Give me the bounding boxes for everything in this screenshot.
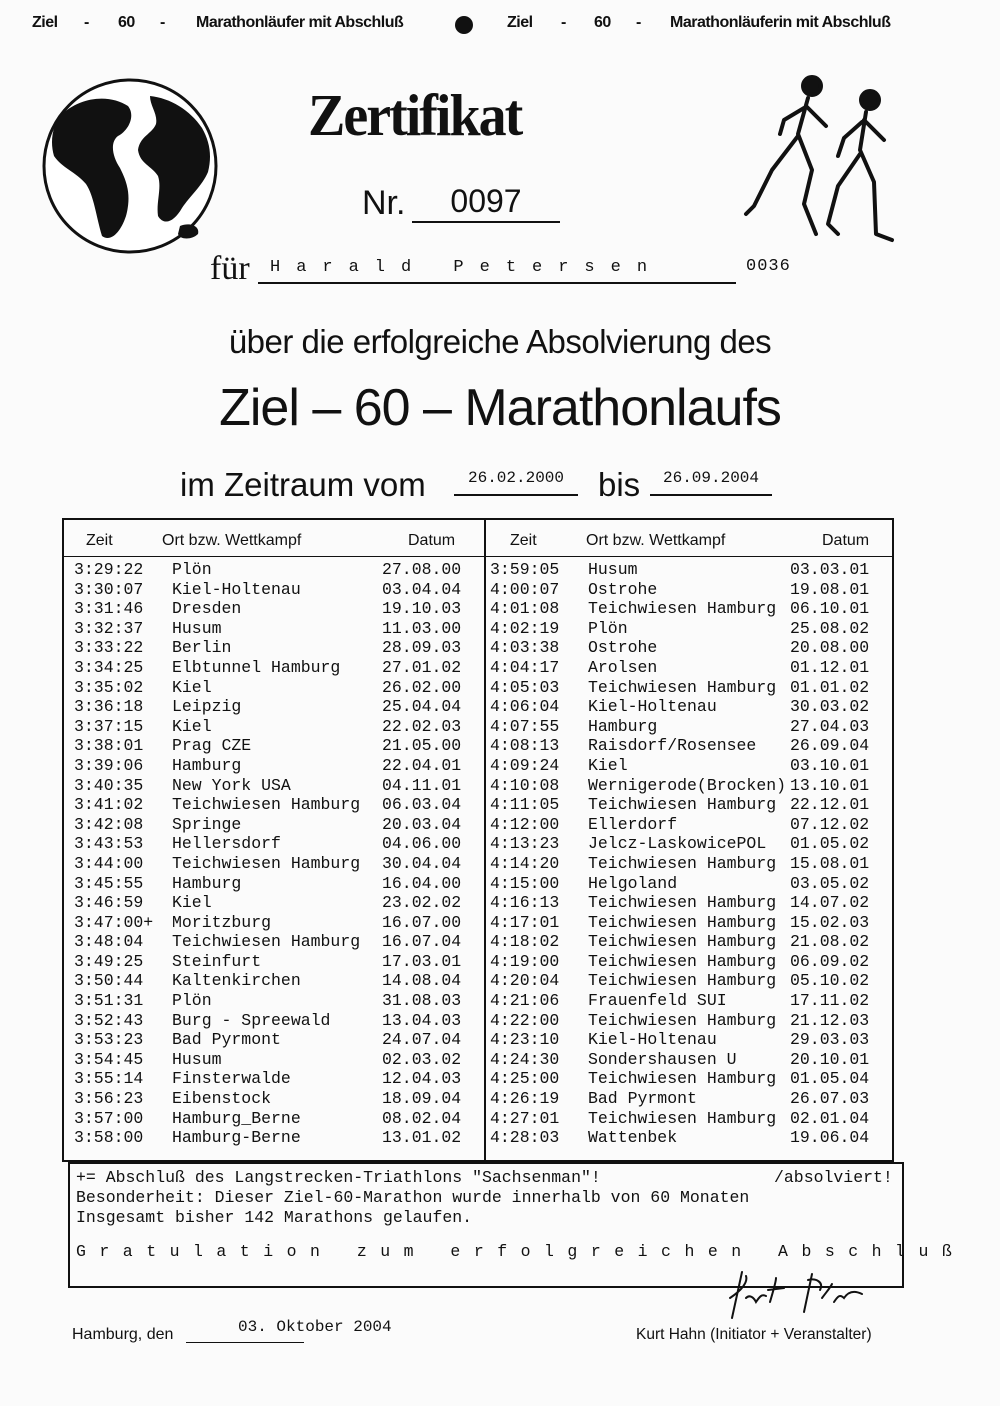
cell-datum: 23.02.02 xyxy=(382,893,462,913)
banner-left-dash2: - xyxy=(160,14,165,31)
cell-datum: 27.04.03 xyxy=(790,716,870,736)
cell-datum: 05.10.02 xyxy=(790,971,870,991)
cell-ort: Teichwiesen Hamburg xyxy=(172,795,361,815)
table-row xyxy=(74,952,482,972)
to-date: 26.09.2004 xyxy=(662,469,759,487)
cell-zeit: 3:52:43 xyxy=(74,1010,144,1030)
cell-datum: 04.06.00 xyxy=(382,834,462,854)
cell-ort: Arolsen xyxy=(588,657,658,677)
cell-datum: 18.09.04 xyxy=(382,1089,462,1109)
cell-datum: 29.03.03 xyxy=(790,1030,870,1050)
table-row xyxy=(74,795,482,815)
cell-zeit: 3:51:31 xyxy=(74,991,144,1011)
banner-right-text: Marathonläuferin mit Abschluß xyxy=(670,14,891,31)
to-date-underline xyxy=(650,494,772,496)
header-ort-right: Ort bzw. Wettkampf xyxy=(586,532,726,549)
table-row xyxy=(490,580,890,600)
banner-left-text: Marathonläufer mit Abschluß xyxy=(196,14,404,31)
cell-zeit: 3:49:25 xyxy=(74,951,144,971)
table-row xyxy=(490,697,890,717)
cell-zeit: 3:32:37 xyxy=(74,618,144,638)
table-row xyxy=(74,1011,482,1031)
table-row xyxy=(74,619,482,639)
table-row xyxy=(74,1050,482,1070)
cell-ort: Wernigerode(Brocken) xyxy=(588,775,787,795)
cell-datum: 21.12.03 xyxy=(790,1010,870,1030)
cell-ort: Teichwiesen Hamburg xyxy=(172,853,361,873)
cell-zeit: 4:15:00 xyxy=(490,873,560,893)
cell-ort: Sondershausen U xyxy=(588,1049,737,1069)
cell-datum: 20.03.04 xyxy=(382,814,462,834)
cell-zeit: 3:56:23 xyxy=(74,1089,144,1109)
cell-ort: Helgoland xyxy=(588,873,678,893)
table-row xyxy=(74,756,482,776)
cell-ort: Bad Pyrmont xyxy=(588,1089,697,1109)
cell-zeit: 3:37:15 xyxy=(74,716,144,736)
note-triathlon: += Abschluß des Langstrecken-Triathlons "Sachsenman"! xyxy=(76,1168,601,1187)
table-row xyxy=(490,560,890,580)
cell-datum: 13.04.03 xyxy=(382,1010,462,1030)
banner-left-dash1: - xyxy=(84,14,89,31)
cell-zeit: 4:27:01 xyxy=(490,1108,560,1128)
cell-zeit: 4:23:10 xyxy=(490,1030,560,1050)
cell-zeit: 4:26:19 xyxy=(490,1089,560,1109)
note-special: Besonderheit: Dieser Ziel-60-Marathon wurde innerhalb von 60 Monaten xyxy=(76,1188,750,1207)
header-ort-left: Ort bzw. Wettkampf xyxy=(162,532,302,549)
cell-zeit: 3:33:22 xyxy=(74,638,144,658)
cell-zeit: 3:31:46 xyxy=(74,599,144,619)
nr-label: Nr. xyxy=(362,184,406,222)
cell-ort: Husum xyxy=(172,618,222,638)
table-row xyxy=(490,932,890,952)
cell-datum: 21.08.02 xyxy=(790,932,870,952)
cell-zeit: 4:18:02 xyxy=(490,932,560,952)
cell-zeit: 3:35:02 xyxy=(74,677,144,697)
cell-ort: Kiel xyxy=(588,755,628,775)
cell-ort: Husum xyxy=(172,1049,222,1069)
cell-zeit: 3:43:53 xyxy=(74,834,144,854)
banner-right-dash2: - xyxy=(636,14,641,31)
table-row xyxy=(490,776,890,796)
banner-right-60: 60 xyxy=(594,14,611,31)
cell-datum: 17.11.02 xyxy=(790,991,870,1011)
table-row xyxy=(490,1069,890,1089)
cell-datum: 25.08.02 xyxy=(790,618,870,638)
runner-code: 0036 xyxy=(746,257,791,276)
cell-zeit: 3:29:22 xyxy=(74,560,144,579)
table-row xyxy=(74,854,482,874)
cell-zeit: 4:05:03 xyxy=(490,677,560,697)
cell-ort: Teichwiesen Hamburg xyxy=(588,1108,777,1128)
banner-left-60: 60 xyxy=(118,14,135,31)
cell-ort: Husum xyxy=(588,560,638,579)
cell-datum: 03.10.01 xyxy=(790,755,870,775)
cell-ort: Bad Pyrmont xyxy=(172,1030,281,1050)
cell-zeit: 4:16:13 xyxy=(490,893,560,913)
table-row xyxy=(490,756,890,776)
cell-zeit: 4:06:04 xyxy=(490,697,560,717)
signer-name: Kurt Hahn (Initiator + Veranstalter) xyxy=(636,1326,872,1343)
table-row xyxy=(74,560,482,580)
cell-datum: 08.02.04 xyxy=(382,1108,462,1128)
table-row xyxy=(490,638,890,658)
cell-zeit: 3:39:06 xyxy=(74,755,144,775)
table-row xyxy=(74,658,482,678)
cell-datum: 17.03.01 xyxy=(382,951,462,971)
table-row xyxy=(74,893,482,913)
cell-datum: 02.03.02 xyxy=(382,1049,462,1069)
cell-zeit: 3:54:45 xyxy=(74,1049,144,1069)
cell-ort: Teichwiesen Hamburg xyxy=(588,1010,777,1030)
cell-ort: Teichwiesen Hamburg xyxy=(588,951,777,971)
cell-datum: 01.01.02 xyxy=(790,677,870,697)
cell-datum: 22.12.01 xyxy=(790,795,870,815)
cell-datum: 22.02.03 xyxy=(382,716,462,736)
cell-ort: Wattenbek xyxy=(588,1128,678,1148)
banner-right-ziel: Ziel xyxy=(507,14,533,31)
cell-ort: Ostrohe xyxy=(588,638,658,658)
cell-zeit: 4:09:24 xyxy=(490,755,560,775)
table-row xyxy=(74,991,482,1011)
cell-datum: 13.01.02 xyxy=(382,1128,462,1148)
bullet-icon xyxy=(455,16,473,34)
cell-zeit: 3:58:00 xyxy=(74,1128,144,1148)
header-datum-right: Datum xyxy=(822,532,870,549)
note-total: Insgesamt bisher 142 Marathons gelaufen. xyxy=(76,1208,473,1227)
globe-icon xyxy=(40,76,220,256)
cell-zeit: 4:21:06 xyxy=(490,991,560,1011)
cell-ort: Teichwiesen Hamburg xyxy=(588,912,777,932)
cell-datum: 13.10.01 xyxy=(790,775,870,795)
table-row xyxy=(490,1050,890,1070)
table-row xyxy=(490,619,890,639)
cell-datum: 19.10.03 xyxy=(382,599,462,619)
cell-zeit: 3:59:05 xyxy=(490,560,560,579)
cell-ort: Hamburg xyxy=(172,873,242,893)
table-row xyxy=(490,834,890,854)
date-underline xyxy=(186,1342,304,1343)
bis-label: bis xyxy=(598,466,641,503)
cell-datum: 04.11.01 xyxy=(382,775,462,795)
cell-zeit: 4:12:00 xyxy=(490,814,560,834)
table-row xyxy=(490,795,890,815)
cell-datum: 07.12.02 xyxy=(790,814,870,834)
cell-datum: 01.05.02 xyxy=(790,834,870,854)
cell-datum: 31.08.03 xyxy=(382,991,462,1011)
handwritten-signature xyxy=(712,1268,892,1324)
cell-datum: 26.02.00 xyxy=(382,677,462,697)
cell-ort: Steinfurt xyxy=(172,951,262,971)
cell-datum: 25.04.04 xyxy=(382,697,462,717)
from-date: 26.02.2000 xyxy=(467,469,564,487)
table-row xyxy=(490,991,890,1011)
table-row xyxy=(74,736,482,756)
table-row xyxy=(74,776,482,796)
table-row xyxy=(74,638,482,658)
cell-ort: Burg - Spreewald xyxy=(172,1010,331,1030)
header-divider xyxy=(62,556,894,557)
table-row xyxy=(490,678,890,698)
cell-datum: 22.04.01 xyxy=(382,755,462,775)
from-date-underline xyxy=(454,494,578,496)
cell-datum: 16.07.04 xyxy=(382,932,462,952)
cell-datum: 14.08.04 xyxy=(382,971,462,991)
cell-ort: Teichwiesen Hamburg xyxy=(588,677,777,697)
table-row xyxy=(74,1069,482,1089)
table-row xyxy=(490,952,890,972)
cell-ort: Teichwiesen Hamburg xyxy=(172,932,361,952)
table-row xyxy=(490,1128,890,1148)
cell-ort: Teichwiesen Hamburg xyxy=(588,893,777,913)
subtitle-line: über die erfolgreiche Absolvierung des xyxy=(228,323,772,360)
table-row xyxy=(490,736,890,756)
cell-ort: Raisdorf/Rosensee xyxy=(588,736,757,756)
results-left-column xyxy=(74,560,482,1148)
cell-ort: Plön xyxy=(172,560,212,579)
cell-datum: 14.07.02 xyxy=(790,893,870,913)
cell-datum: 06.03.04 xyxy=(382,795,462,815)
cell-zeit: 3:50:44 xyxy=(74,971,144,991)
cell-datum: 02.01.04 xyxy=(790,1108,870,1128)
event-name: Ziel – 60 – Marathonlaufs xyxy=(219,379,781,437)
recipient-name: Harald Petersen xyxy=(270,258,664,277)
cell-ort: Teichwiesen Hamburg xyxy=(588,932,777,952)
cell-zeit: 3:30:07 xyxy=(74,579,144,599)
table-row xyxy=(490,1030,890,1050)
cell-ort: Kiel xyxy=(172,716,212,736)
runners-icon xyxy=(742,74,900,250)
cell-datum: 01.05.04 xyxy=(790,1069,870,1089)
signature-date: 03. Oktober 2004 xyxy=(238,1318,392,1336)
cell-ort: Elbtunnel Hamburg xyxy=(172,657,341,677)
cell-ort: Hellersdorf xyxy=(172,834,281,854)
table-row xyxy=(490,1109,890,1129)
cell-ort: Hamburg_Berne xyxy=(172,1108,301,1128)
cell-ort: Kiel xyxy=(172,677,212,697)
table-row xyxy=(74,932,482,952)
banner-right-dash1: - xyxy=(561,14,566,31)
cell-ort: Hamburg xyxy=(588,716,658,736)
cell-datum: 01.12.01 xyxy=(790,657,870,677)
cell-zeit: 3:36:18 xyxy=(74,697,144,717)
cell-zeit: 3:38:01 xyxy=(74,736,144,756)
table-row xyxy=(74,678,482,698)
table-row xyxy=(74,971,482,991)
table-row xyxy=(490,599,890,619)
cell-ort: Kiel-Holtenau xyxy=(172,579,301,599)
cell-datum: 16.07.00 xyxy=(382,912,462,932)
table-row xyxy=(490,913,890,933)
cell-zeit: 3:42:08 xyxy=(74,814,144,834)
cell-datum: 06.10.01 xyxy=(790,599,870,619)
cell-ort: Hamburg xyxy=(172,755,242,775)
cell-datum: 30.03.02 xyxy=(790,697,870,717)
cell-ort: Teichwiesen Hamburg xyxy=(588,1069,777,1089)
cell-zeit: 3:48:04 xyxy=(74,932,144,952)
cell-datum: 03.04.04 xyxy=(382,579,462,599)
cell-ort: Frauenfeld SUI xyxy=(588,991,727,1011)
cell-ort: Kiel xyxy=(172,893,212,913)
cell-ort: Kiel-Holtenau xyxy=(588,697,717,717)
cell-zeit: 3:44:00 xyxy=(74,853,144,873)
cell-zeit: 3:53:23 xyxy=(74,1030,144,1050)
cell-zeit: 4:10:08 xyxy=(490,775,560,795)
table-row xyxy=(74,580,482,600)
cell-datum: 06.09.02 xyxy=(790,951,870,971)
cell-ort: Hamburg-Berne xyxy=(172,1128,301,1148)
table-row xyxy=(74,697,482,717)
cell-zeit: 4:19:00 xyxy=(490,951,560,971)
table-row xyxy=(490,854,890,874)
cell-zeit: 3:55:14 xyxy=(74,1069,144,1089)
table-row xyxy=(74,599,482,619)
cell-ort: Kaltenkirchen xyxy=(172,971,301,991)
table-row xyxy=(490,717,890,737)
header-zeit-left: Zeit xyxy=(86,532,113,549)
results-right-column xyxy=(490,560,890,1148)
cell-ort: New York USA xyxy=(172,775,291,795)
nr-value: 0097 xyxy=(412,183,560,223)
table-row xyxy=(490,815,890,835)
cell-zeit: 4:07:55 xyxy=(490,716,560,736)
table-row xyxy=(74,1109,482,1129)
table-row xyxy=(74,1089,482,1109)
cell-zeit: 4:03:38 xyxy=(490,638,560,658)
table-row xyxy=(74,1030,482,1050)
cell-ort: Teichwiesen Hamburg xyxy=(588,795,777,815)
note-absolviert: /absolviert! xyxy=(774,1168,893,1187)
cell-datum: 03.03.01 xyxy=(790,560,870,579)
cell-ort: Moritzburg xyxy=(172,912,272,932)
name-underline xyxy=(258,282,736,284)
cell-datum: 26.09.04 xyxy=(790,736,870,756)
cell-datum: 28.09.03 xyxy=(382,638,462,658)
cell-zeit: 4:11:05 xyxy=(490,795,560,815)
table-row xyxy=(74,717,482,737)
cell-ort: Berlin xyxy=(172,638,232,658)
cell-ort: Teichwiesen Hamburg xyxy=(588,599,777,619)
table-row xyxy=(490,658,890,678)
cell-ort: Plön xyxy=(588,618,628,638)
cell-zeit: 4:01:08 xyxy=(490,599,560,619)
cell-zeit: 4:14:20 xyxy=(490,853,560,873)
cell-zeit: 3:45:55 xyxy=(74,873,144,893)
cell-ort: Ostrohe xyxy=(588,579,658,599)
fuer-label: für xyxy=(210,250,250,287)
cell-zeit: 3:40:35 xyxy=(74,775,144,795)
cell-ort: Springe xyxy=(172,814,242,834)
cell-datum: 26.07.03 xyxy=(790,1089,870,1109)
table-row xyxy=(490,893,890,913)
cell-zeit: 4:08:13 xyxy=(490,736,560,756)
cell-datum: 30.04.04 xyxy=(382,853,462,873)
cell-datum: 24.07.04 xyxy=(382,1030,462,1050)
certificate-title: Zertifikat xyxy=(308,83,522,149)
cell-ort: Teichwiesen Hamburg xyxy=(588,971,777,991)
cell-ort: Eibenstock xyxy=(172,1089,272,1109)
cell-datum: 12.04.03 xyxy=(382,1069,462,1089)
cell-ort: Teichwiesen Hamburg xyxy=(588,853,777,873)
cell-datum: 15.08.01 xyxy=(790,853,870,873)
cell-datum: 19.08.01 xyxy=(790,579,870,599)
cell-zeit: 4:17:01 xyxy=(490,912,560,932)
cell-datum: 15.02.03 xyxy=(790,912,870,932)
place-label: Hamburg, den xyxy=(72,1326,174,1343)
table-row xyxy=(74,815,482,835)
cell-datum: 21.05.00 xyxy=(382,736,462,756)
cell-zeit: 4:20:04 xyxy=(490,971,560,991)
cell-datum: 27.08.00 xyxy=(382,560,462,579)
column-divider xyxy=(484,518,486,1162)
cell-zeit: 4:24:30 xyxy=(490,1049,560,1069)
banner-left-ziel: Ziel xyxy=(32,14,58,31)
cell-zeit: 4:04:17 xyxy=(490,657,560,677)
cell-zeit: 4:28:03 xyxy=(490,1128,560,1148)
cell-datum: 19.06.04 xyxy=(790,1128,870,1148)
cell-ort: Finsterwalde xyxy=(172,1069,291,1089)
cell-zeit: 3:57:00 xyxy=(74,1108,144,1128)
cell-ort: Leipzig xyxy=(172,697,242,717)
cell-zeit: 4:02:19 xyxy=(490,618,560,638)
cell-ort: Kiel-Holtenau xyxy=(588,1030,717,1050)
cell-zeit: 4:00:07 xyxy=(490,579,560,599)
cell-datum: 11.03.00 xyxy=(382,618,462,638)
period-label: im Zeitraum vom xyxy=(180,466,426,503)
header-zeit-right: Zeit xyxy=(510,532,537,549)
table-row xyxy=(490,1089,890,1109)
cell-zeit: 3:47:00+ xyxy=(74,912,154,932)
note-congrats: Gratulation zum erfolgreichen Abschluß xyxy=(76,1242,966,1261)
header-datum-left: Datum xyxy=(408,532,456,549)
cell-zeit: 3:46:59 xyxy=(74,893,144,913)
table-row xyxy=(74,874,482,894)
cell-ort: Ellerdorf xyxy=(588,814,678,834)
table-row xyxy=(74,1128,482,1148)
table-row xyxy=(490,874,890,894)
cell-datum: 03.05.02 xyxy=(790,873,870,893)
table-row xyxy=(74,834,482,854)
table-row xyxy=(490,971,890,991)
cell-ort: Dresden xyxy=(172,599,242,619)
cell-ort: Jelcz-LaskowicePOL xyxy=(588,834,767,854)
cell-datum: 20.08.00 xyxy=(790,638,870,658)
cell-datum: 16.04.00 xyxy=(382,873,462,893)
table-row xyxy=(74,913,482,933)
table-row xyxy=(490,1011,890,1031)
cell-datum: 27.01.02 xyxy=(382,657,462,677)
cell-zeit: 4:13:23 xyxy=(490,834,560,854)
cell-ort: Plön xyxy=(172,991,212,1011)
cell-zeit: 3:34:25 xyxy=(74,657,144,677)
cell-zeit: 4:22:00 xyxy=(490,1010,560,1030)
cell-ort: Prag CZE xyxy=(172,736,252,756)
cell-zeit: 4:25:00 xyxy=(490,1069,560,1089)
cell-datum: 20.10.01 xyxy=(790,1049,870,1069)
cell-zeit: 3:41:02 xyxy=(74,795,144,815)
